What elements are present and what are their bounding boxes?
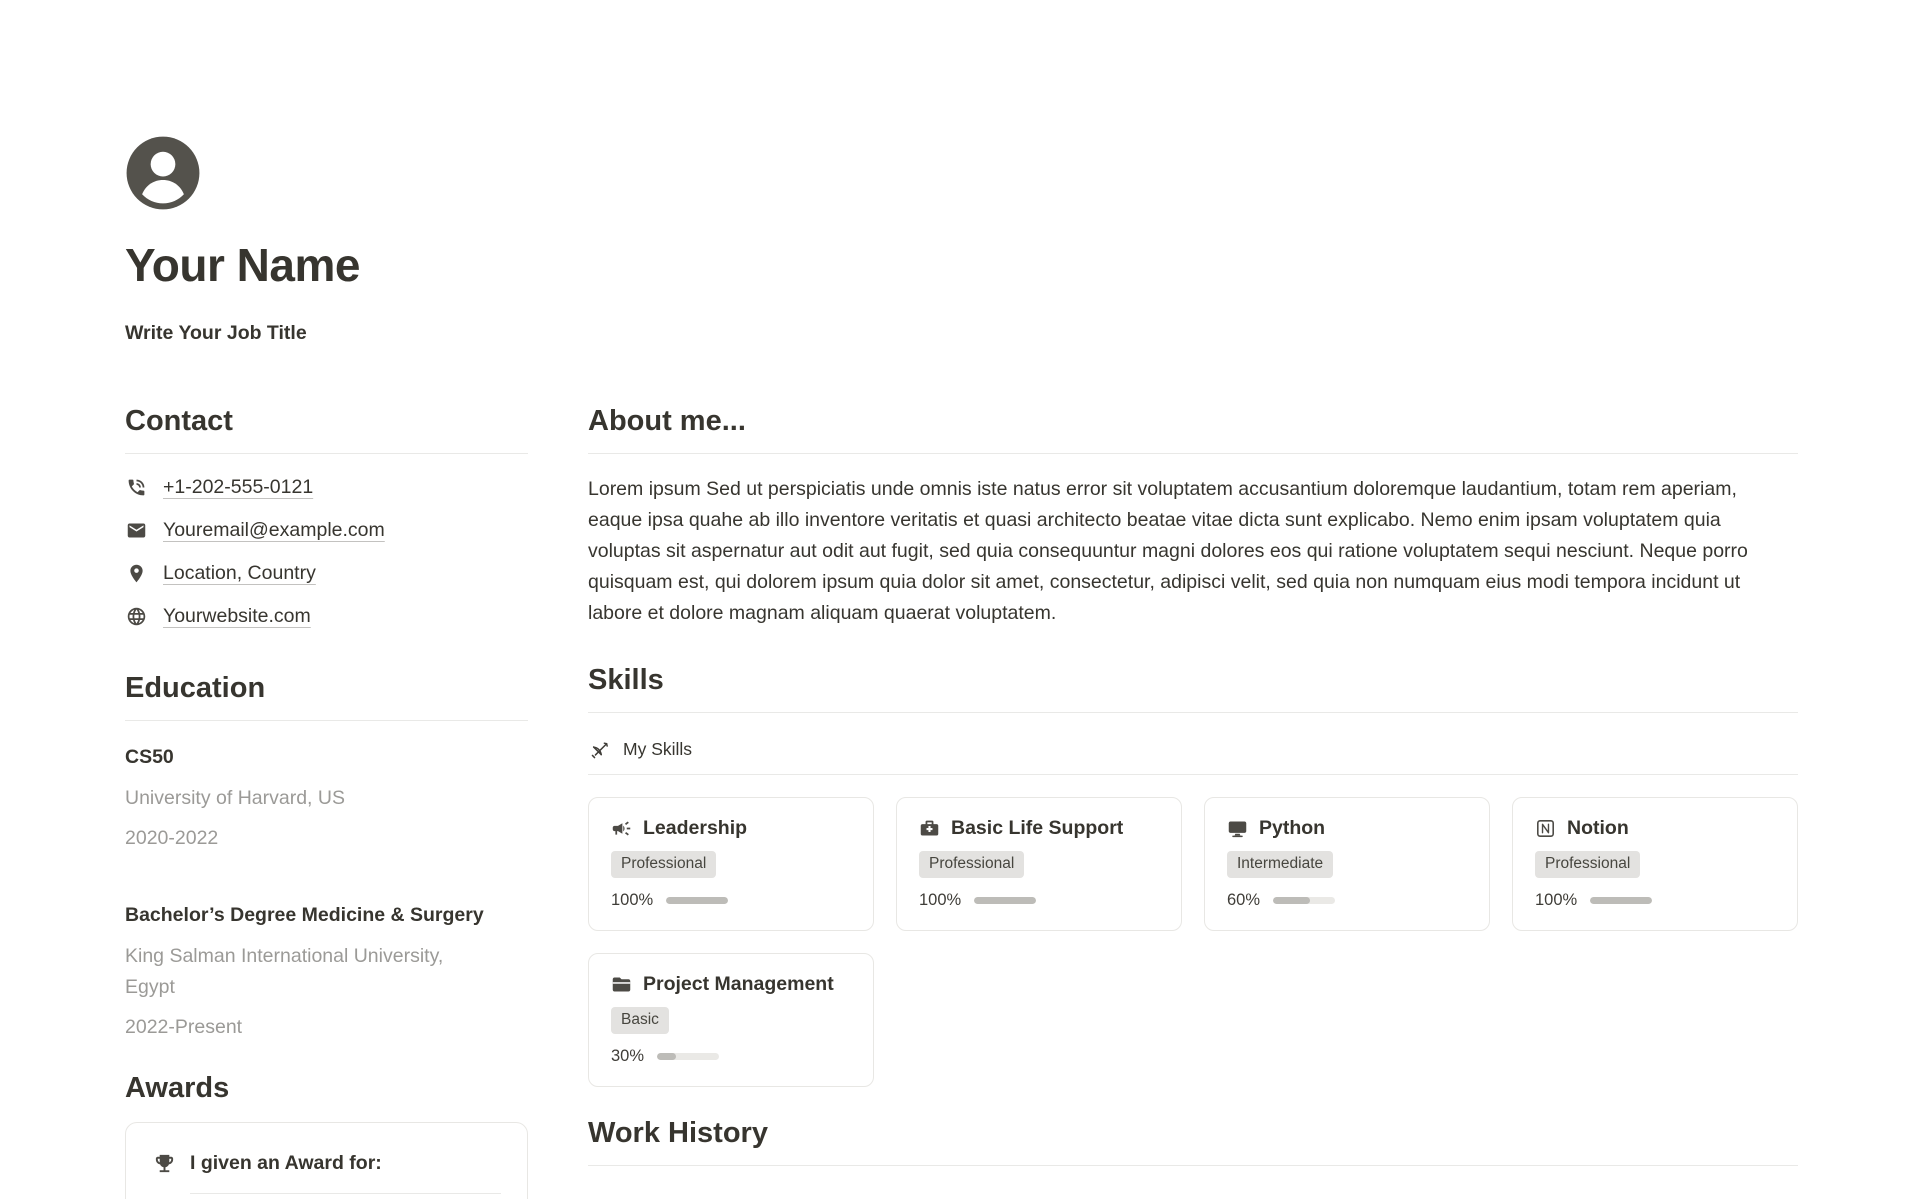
skill-card-basic-life-support[interactable] (896, 797, 1182, 931)
contact-item-email (125, 509, 528, 552)
skill-name: Project Management (643, 973, 834, 995)
skill-percent: 100% (919, 891, 962, 909)
skill-card-header (1535, 815, 1775, 841)
education-entry (125, 903, 528, 1040)
skill-progress-bar (974, 897, 1036, 904)
phone-icon (125, 477, 147, 499)
contact-item-website (125, 595, 528, 638)
globe-icon (125, 606, 147, 628)
about-heading: About me... (588, 405, 746, 437)
skill-progress (1227, 890, 1467, 911)
work-history-divider (588, 1165, 1798, 1166)
trophy-icon (152, 1151, 176, 1175)
skill-progress-bar (1590, 897, 1652, 904)
skills-group-row[interactable] (588, 713, 1798, 775)
job-title: Write Your Job Title (125, 322, 307, 344)
skill-progress-fill (1273, 897, 1310, 904)
phone-link[interactable]: +1-202-555-0121 (163, 476, 314, 498)
email-link[interactable]: Youremail@example.com (163, 519, 385, 541)
skill-progress (611, 1046, 851, 1067)
skill-card-project-management[interactable] (588, 953, 874, 1087)
medical-bag-icon (919, 818, 940, 839)
skill-percent: 100% (1535, 891, 1578, 909)
education-period: 2020-2022 (125, 827, 219, 849)
skill-card-header (919, 815, 1159, 841)
education-period: 2022-Present (125, 1016, 243, 1038)
skill-card-python[interactable] (1204, 797, 1490, 931)
contact-item-location (125, 552, 528, 595)
education-title: Bachelor’s Degree Medicine & Surgery (125, 904, 484, 926)
notion-icon (1535, 818, 1556, 839)
skill-level-badge: Basic (611, 1007, 669, 1034)
person-icon (125, 135, 201, 211)
contact-item-phone (125, 466, 528, 509)
skills-grid (588, 797, 1798, 1087)
work-history-heading: Work History (588, 1117, 768, 1149)
education-institution: King Salman International University, Egypt (125, 945, 444, 998)
avatar (125, 135, 201, 211)
award-row (152, 1151, 501, 1175)
monitor-icon (1227, 818, 1248, 839)
skill-progress-fill (974, 897, 1036, 904)
skill-card-header (611, 815, 851, 841)
skill-progress-fill (666, 897, 728, 904)
skill-card-notion[interactable] (1512, 797, 1798, 931)
website-link[interactable]: Yourwebsite.com (163, 605, 311, 627)
education-divider (125, 720, 528, 721)
education-title: CS50 (125, 746, 174, 768)
megaphone-icon (611, 818, 632, 839)
education-entry (125, 745, 528, 851)
page-title: Your Name (125, 239, 360, 291)
contact-divider (125, 453, 528, 454)
contact-heading: Contact (125, 405, 233, 437)
skill-progress (1535, 890, 1775, 911)
skill-card-leadership[interactable] (588, 797, 874, 931)
skill-progress-bar (1273, 897, 1335, 904)
skills-heading: Skills (588, 664, 664, 696)
email-icon (125, 520, 147, 542)
skill-progress (611, 890, 851, 911)
skill-progress-fill (1590, 897, 1652, 904)
skill-name: Python (1259, 817, 1326, 839)
skill-progress (919, 890, 1159, 911)
skill-progress-bar (657, 1053, 719, 1060)
skill-name: Notion (1567, 817, 1629, 839)
skill-level-badge: Intermediate (1227, 851, 1333, 878)
skill-level-badge: Professional (1535, 851, 1640, 878)
skill-name: Basic Life Support (951, 817, 1124, 839)
awards-heading: Awards (125, 1072, 230, 1104)
about-text: Lorem ipsum Sed ut perspiciatis unde omnis iste natus error sit voluptatem accusantium doloremque laudantium, totam rem aperiam, eaque ipsa quahe ab illo inventore veritatis et quasi architecto beatae vitae dicta sunt explicabo. Nemo enim ipsam voluptatem quia voluptas sit aspernatur aut odit aut fugit, sed quia consequuntur magni dolores eos qui ratione voluptatem sequi nesciunt. Neque porro quisquam est, qui dolorem ipsum quia dolor sit amet, consectetur, adipisci velit, sed quia non numquam eius modi tempora incidunt ut labore et dolore magnam aliquam quaerat voluptatem. (588, 478, 1748, 624)
award-card (125, 1122, 528, 1199)
location-link[interactable]: Location, Country (163, 562, 316, 584)
skill-percent: 30% (611, 1047, 645, 1065)
left-column (125, 0, 528, 1199)
skill-progress-fill (657, 1053, 676, 1060)
award-title: I given an Award for: (190, 1151, 382, 1174)
folder-icon (611, 974, 632, 995)
skill-name: Leadership (643, 817, 748, 839)
skill-level-badge: Professional (919, 851, 1024, 878)
location-icon (125, 563, 147, 585)
about-divider (588, 453, 1798, 454)
skill-level-badge: Professional (611, 851, 716, 878)
award-card-divider (190, 1193, 501, 1194)
education-heading: Education (125, 672, 266, 704)
education-institution: University of Harvard, US (125, 787, 345, 809)
bow-arrow-icon (590, 739, 611, 760)
contact-list (125, 466, 528, 638)
skill-percent: 100% (611, 891, 654, 909)
skills-group-label: My Skills (623, 739, 693, 759)
right-column (588, 0, 1798, 1166)
skill-percent: 60% (1227, 891, 1261, 909)
skill-progress-bar (666, 897, 728, 904)
skill-card-header (1227, 815, 1467, 841)
skill-card-header (611, 971, 851, 997)
